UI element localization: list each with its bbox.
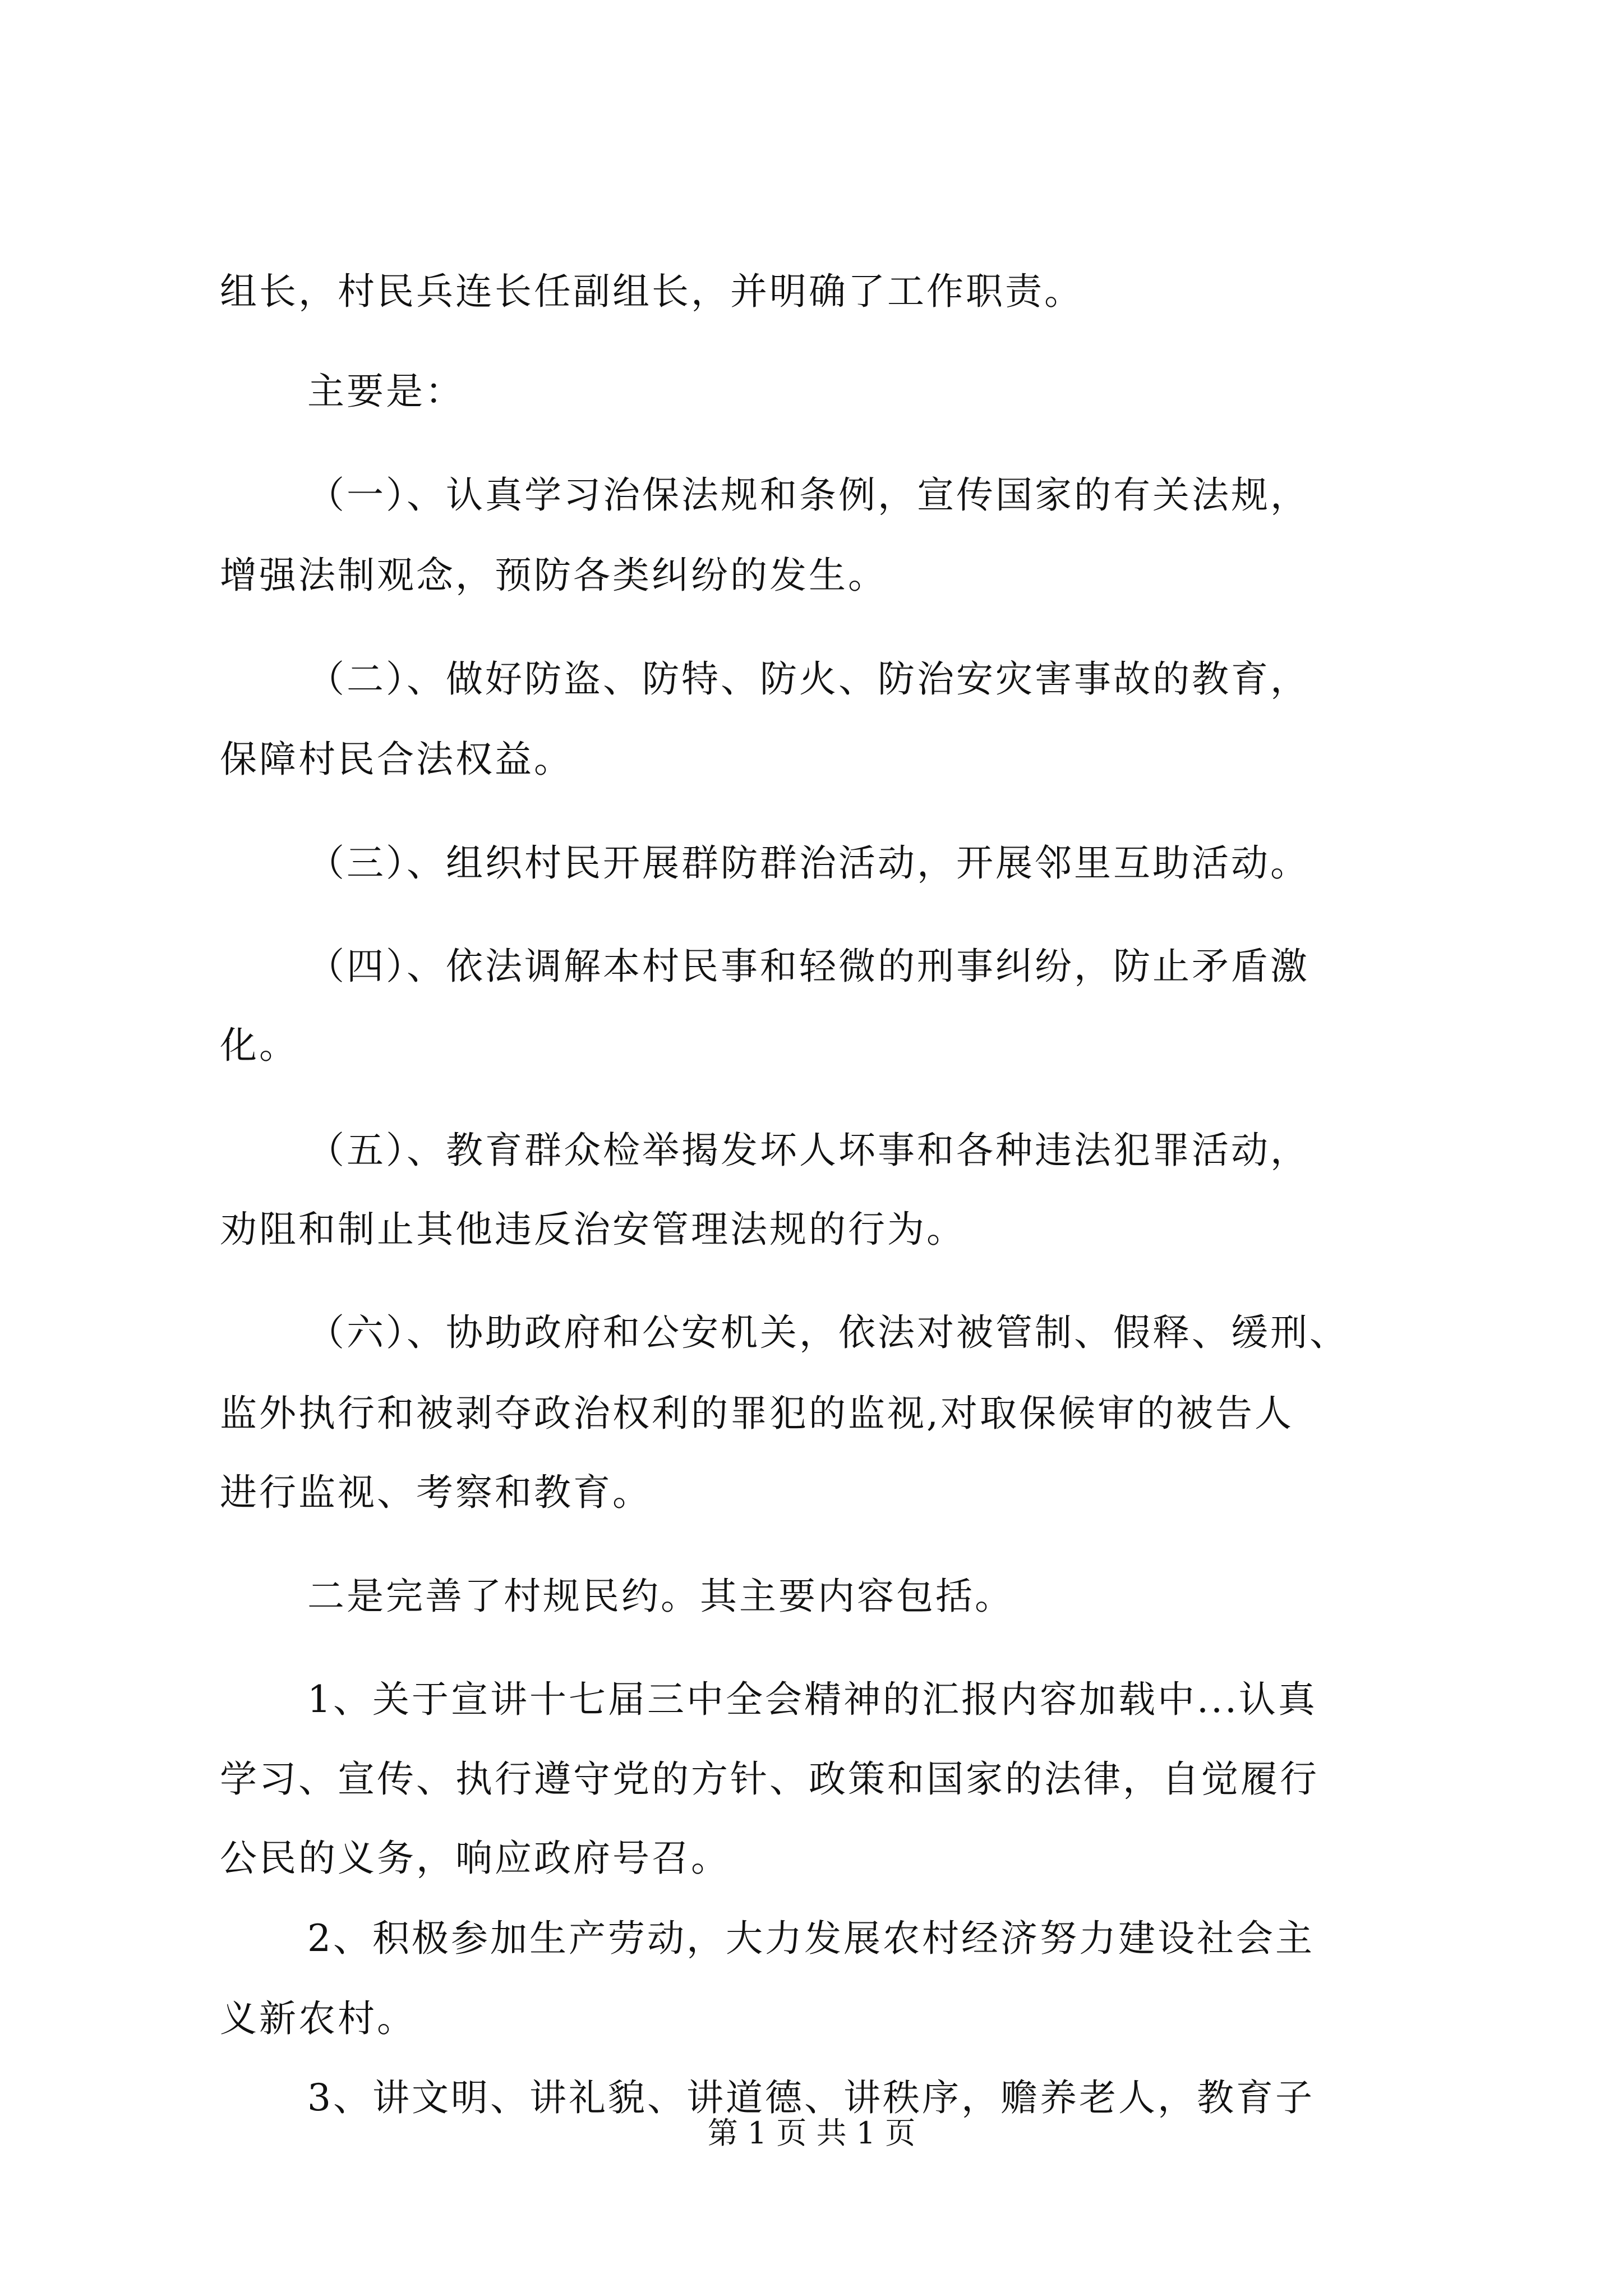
text-line-7: （三）、组织村民开展群防群治活动，开展邻里互助活动。 — [307, 841, 1310, 885]
text-line-18: 公民的义务，响应政府号召。 — [220, 1837, 730, 1880]
text-line-1: 组长，村民兵连长任副组长，并明确了工作职责。 — [220, 270, 1083, 313]
text-line-2: 主要是： — [307, 370, 464, 413]
text-line-5: （二）、做好防盗、防特、防火、防治安灾害事故的教育， — [307, 657, 1310, 701]
text-line-16: 1、关于宣讲十七届三中全会精神的汇报内容加载中...认真 — [307, 1678, 1317, 1721]
text-line-10: （五）、教育群众检举揭发坏人坏事和各种违法犯罪活动， — [307, 1129, 1310, 1172]
text-line-6: 保障村民合法权益。 — [220, 738, 573, 781]
text-line-8: （四）、依法调解本村民事和轻微的刑事纠纷，防止矛盾激 — [307, 945, 1310, 988]
text-line-19: 2、积极参加生产劳动，大力发展农村经济努力建设社会主 — [307, 1917, 1315, 1960]
text-line-4: 增强法制观念，预防各类纠纷的发生。 — [220, 554, 887, 597]
page-footer: 第 1 页 共 1 页 — [707, 2115, 916, 2151]
text-line-12: （六）、协助政府和公安机关，依法对被管制、假释、缓刑、 — [307, 1311, 1349, 1354]
text-line-15: 二是完善了村规民约。其主要内容包括。 — [307, 1575, 1014, 1618]
text-line-13: 监外执行和被剥夺政治权利的罪犯的监视,对取保候审的被告人 — [220, 1392, 1294, 1435]
text-line-9: 化。 — [220, 1024, 298, 1067]
text-line-21: 3、讲文明、讲礼貌、讲道德、讲秩序，赡养老人，教育子 — [307, 2076, 1315, 2119]
text-line-11: 劝阻和制止其他违反治安管理法规的行为。 — [220, 1208, 966, 1251]
text-line-17: 学习、宣传、执行遵守党的方针、政策和国家的法律，自觉履行 — [220, 1757, 1319, 1801]
text-line-14: 进行监视、考察和教育。 — [220, 1471, 652, 1514]
text-line-3: （一）、认真学习治保法规和条例，宣传国家的有关法规， — [307, 473, 1310, 517]
text-line-20: 义新农村。 — [220, 1997, 416, 2040]
